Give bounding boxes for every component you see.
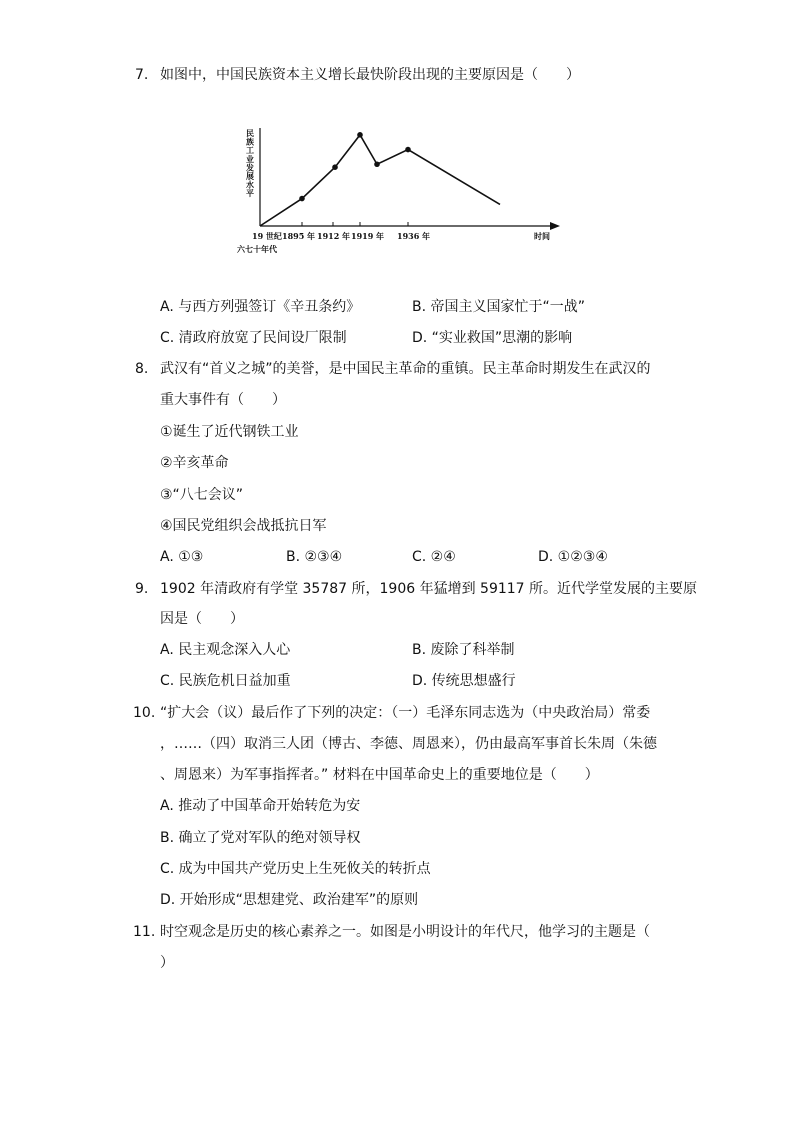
q9-stem-line1: 1902 年清政府有学堂 35787 所，1906 年猛增到 59117 所。近代学堂发展的主要原 [160,581,698,597]
q7-option-d[interactable]: D. “实业救国”思潮的影响 [412,330,573,346]
q10-option-b[interactable]: B. 确立了党对军队的绝对领导权 [160,830,361,846]
q10-stem-line2: ，……（四）取消三人团（博古、李德、周恩来），仍由最高军事首长朱周（朱德 [160,736,657,752]
q8-item-4: ④国民党组织会战抵抗日军 [160,518,327,534]
data-point [357,132,363,138]
q9-option-d[interactable]: D. 传统思想盛行 [412,673,516,689]
q7-stem: 如图中，中国民族资本主义增长最快阶段出现的主要原因是（ ） [160,67,580,83]
data-point [332,164,338,170]
x-axis-label: 时间 [534,232,550,241]
data-point [299,196,305,202]
q10-number: 10. [133,705,156,721]
series-line [260,135,500,226]
chart-svg [230,118,570,268]
tick-label-1936: 1936 年 [397,231,431,241]
data-point [374,161,380,167]
q8-number: 8. [135,361,149,377]
q7-option-a[interactable]: A. 与西方列强签订《辛丑条约》 [160,299,361,315]
x-axis-arrow [550,222,560,230]
q8-item-3: ③“八七会议” [160,487,244,503]
y-axis-label-text: 民族工业发展水平 [246,129,254,199]
tick-label-1912: 1912 年 [317,231,351,241]
q8-option-c[interactable]: C. ②④ [412,549,456,565]
data-point [405,147,411,153]
q11-stem-line1: 时空观念是历史的核心素养之一。如图是小明设计的年代尺，他学习的主题是（ [160,924,650,940]
q9-stem-line2: 因是（ ） [160,611,244,627]
q10-option-a[interactable]: A. 推动了中国革命开始转危为安 [160,798,361,814]
q8-option-b[interactable]: B. ②③④ [286,549,343,565]
q7-option-b[interactable]: B. 帝国主义国家忙于“一战” [412,299,586,315]
q7-number: 7. [135,67,149,83]
y-axis-label [245,129,254,198]
q9-option-c[interactable]: C. 民族危机日益加重 [160,673,291,689]
q8-item-2: ②辛亥革命 [160,455,229,471]
q9-option-a[interactable]: A. 民主观念深入人心 [160,642,291,658]
tick-label-1860s-70s: 六七十年代 [237,244,277,254]
q9-number: 9. [135,581,149,597]
x-ticks [302,222,408,226]
tick-label-1895: 1895 年 [282,231,316,241]
q8-stem-line1: 武汉有“首义之城”的美誉，是中国民主革命的重镇。民主革命时期发生在武汉的 [160,361,651,377]
q8-option-a[interactable]: A. ①③ [160,549,204,565]
q8-option-d[interactable]: D. ①②③④ [538,549,608,565]
industry-development-chart [230,118,570,268]
tick-label-1919: 1919 年 [351,231,385,241]
q8-stem-line2: 重大事件有（ ） [160,392,286,408]
tick-label-19th-century: 19 世纪 [252,231,282,241]
q10-option-c[interactable]: C. 成为中国共产党历史上生死攸关的转折点 [160,861,431,877]
q7-option-c[interactable]: C. 清政府放宽了民间设厂限制 [160,330,347,346]
q9-option-b[interactable]: B. 废除了科举制 [412,642,515,658]
q8-item-1: ①诞生了近代钢铁工业 [160,424,299,440]
q11-number: 11. [133,924,156,940]
q10-option-d[interactable]: D. 开始形成“思想建党、政治建军”的原则 [160,892,419,908]
q10-stem-line1: “扩大会（议）最后作了下列的决定：（一）毛泽东同志选为（中央政治局）常委 [160,705,651,721]
q11-stem-line2: ） [160,955,174,971]
q10-stem-line3: 、周恩来）为军事指挥者。” 材料在中国革命史上的重要地位是（ ） [160,767,599,783]
